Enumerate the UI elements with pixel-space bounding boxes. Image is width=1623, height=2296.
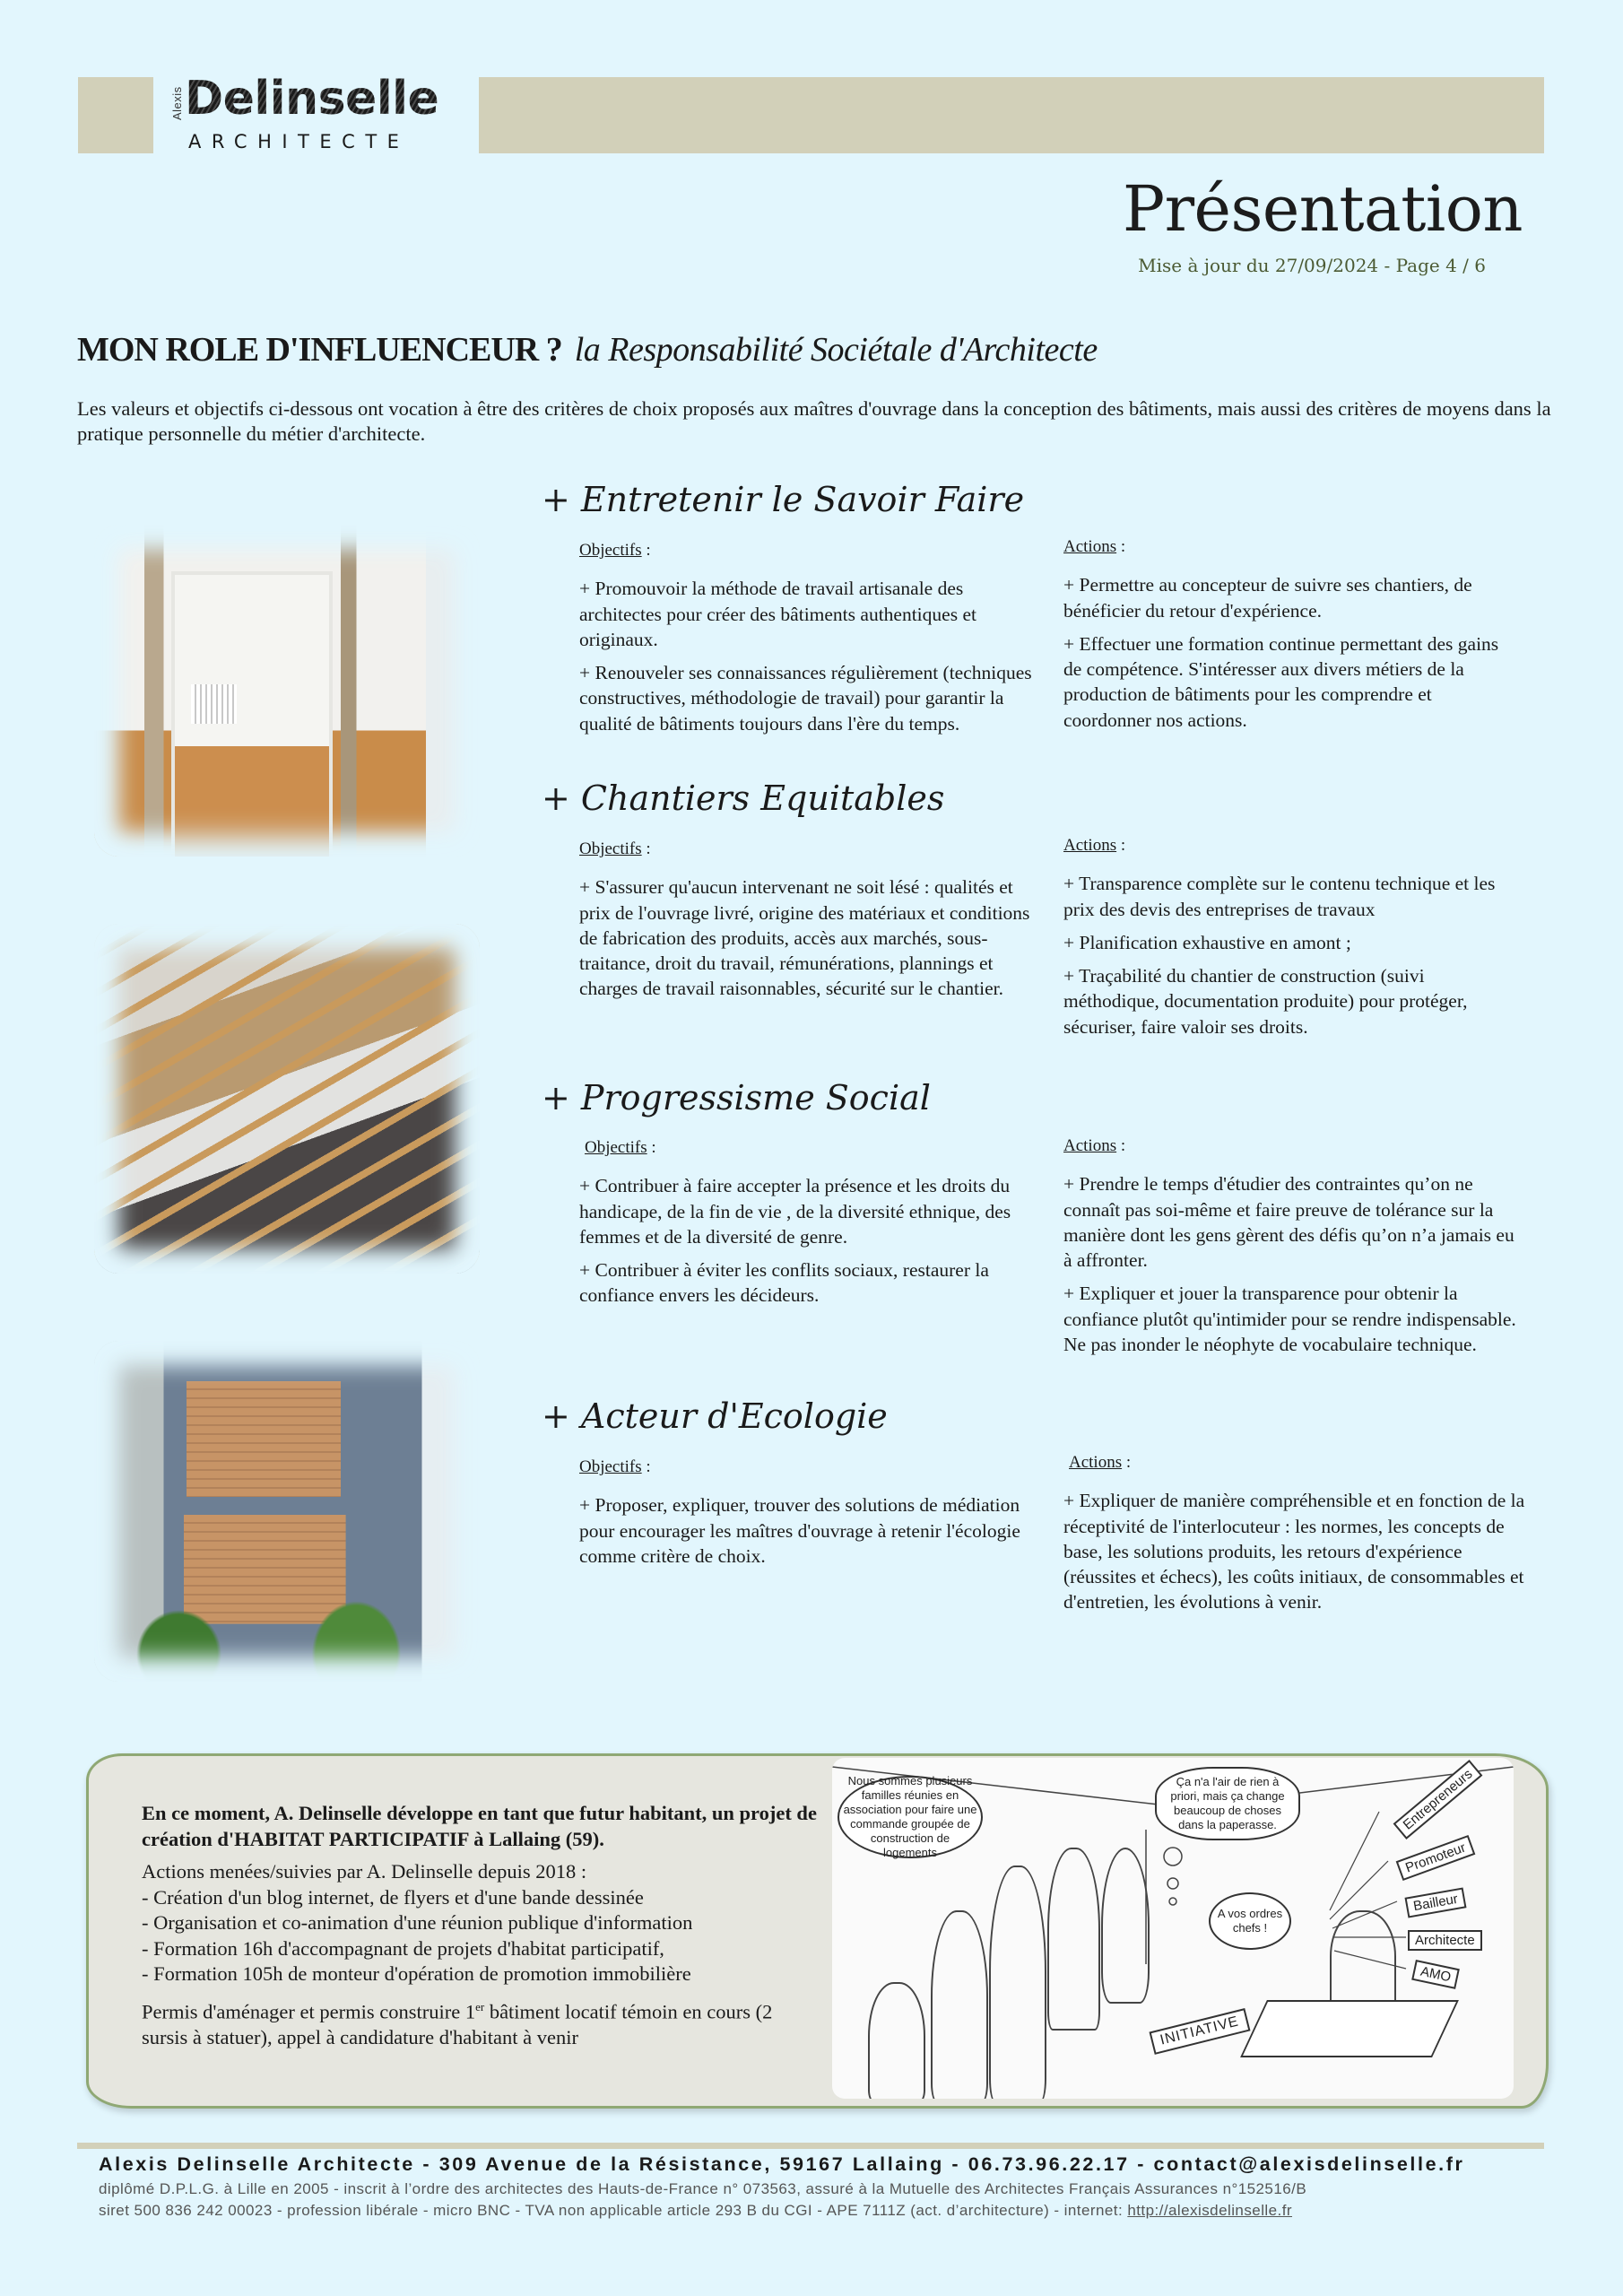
- tag-amo: AMO: [1411, 1960, 1460, 1989]
- cartoon-person-desk: [1330, 1910, 1396, 2013]
- section-savoir-faire-actions: [1063, 535, 1521, 741]
- actions-label: Actions :: [1063, 1136, 1126, 1155]
- photo-radiator-detail: [191, 684, 238, 724]
- main-heading-bold: MON ROLE D'INFLUENCEUR ?: [77, 331, 562, 369]
- cartoon-desk: [1240, 2000, 1459, 2057]
- objectif-item: + Renouveler ses connaissances régulièrement (techniques constructives, méthodologie de travail) pour garantir la qualité de bâtiments toujours dans l'ère du temps.: [579, 662, 1032, 735]
- section-heading-chantiers-equitables: + Chantiers Equitables: [542, 778, 945, 818]
- objectifs-label: Objectifs :: [579, 839, 651, 858]
- footer-contact-line: Alexis Delinselle Architecte - 309 Avenue de la Résistance, 59167 Lallaing - 06.73.96.22.17 - contact@alexisdelinselle.fr: [99, 2153, 1465, 2175]
- box-permis-text: Permis d'aménager et permis construire 1er bâtiment locatif témoin en cours (2 sursis à statuer), appel à candidature d'habitant à venir: [142, 1999, 773, 2048]
- section-chantiers-objectifs: [579, 837, 1037, 1010]
- habitat-participatif-text: [142, 1801, 823, 2050]
- action-item: + Prendre le temps d'étudier des contraintes qu’on ne connaît pas soi-même et faire preuve de tolérance sur la manière dont les gens gèrent des défis qu’on n’a jamais eu à affronter.: [1063, 1173, 1515, 1272]
- speech-bubble-a-vos-ordres: A vos ordres chefs !: [1209, 1892, 1291, 1950]
- box-action-item: - Formation 105h de monteur d'opération de promotion immobilière: [142, 1962, 691, 1985]
- header-block-left: [78, 77, 153, 153]
- photo-building-facade: [94, 1341, 480, 1682]
- section-ecologie-objectifs: [579, 1455, 1037, 1577]
- thought-bubble-paperasse: Ça n'a l'air de rien à priori, mais ça change beaucoup de choses dans la paperasse.: [1155, 1767, 1300, 1840]
- section-progressisme-objectifs: [579, 1135, 1042, 1317]
- logo-first-name: Alexis: [170, 86, 184, 120]
- section-savoir-faire-objectifs: [579, 538, 1037, 744]
- photo-interior-doorway: [94, 525, 480, 857]
- main-heading-italic: la Responsabilité Sociétale d'Architecte: [574, 331, 1098, 369]
- action-item: + Planification exhaustive en amont ;: [1063, 931, 1351, 953]
- box-action-item: - Création d'un blog internet, de flyers et d'une bande dessinée: [142, 1885, 644, 1909]
- objectifs-label: Objectifs :: [579, 1457, 651, 1476]
- cartoon-person: [1101, 1848, 1150, 2004]
- objectif-item: + Contribuer à éviter les conflits sociaux, restaurer la confiance envers les décideurs.: [579, 1259, 989, 1307]
- section-chantiers-actions: [1063, 833, 1521, 1048]
- tag-entrepreneurs: Entrepreneurs: [1393, 1760, 1483, 1839]
- cartoon-person: [989, 1866, 1046, 2099]
- action-item: + Traçabilité du chantier de construction (suivi méthodique, documentation produite) pour protéger, sécuriser, faire valoir ses droits.: [1063, 965, 1468, 1038]
- objectif-item: + Proposer, expliquer, trouver des solutions de médiation pour encourager les maîtres d'ouvrage à retenir l'écologie comme critère de choix.: [579, 1494, 1020, 1567]
- section-ecologie-actions: [1063, 1450, 1526, 1623]
- section-progressisme-actions: [1063, 1134, 1521, 1365]
- action-item: + Expliquer de manière compréhensible et en fonction de la réceptivité de l'interlocuteur : les normes, les concepts de base, les solutions produits, les retours d'expérience (réussites et échecs), les coûts initiaux, de consommables et d'entretien, les évolutions à venir.: [1063, 1490, 1525, 1613]
- speech-bubble-families: Nous sommes plusieurs familles réunies en association pour faire une commande groupée de construction de logements: [838, 1776, 983, 1858]
- objectif-item: + S'assurer qu'aucun intervenant ne soit lésé : qualités et prix de l'ouvrage livré, origine des matériaux et conditions de fabrication des produits, accès aux marchés, sous-traitance, droit du travail, rémunérations, plannings et charges de travail raisonnables, sécurité sur le chantier.: [579, 876, 1030, 1000]
- logo-name: Delinselle: [185, 72, 439, 126]
- objectif-item: + Contribuer à faire accepter la présence et les droits du handicape, de la fin de vie , de la diversité ethnique, des femmes et de la diversité de genre.: [579, 1175, 1011, 1248]
- actions-label: Actions :: [1063, 537, 1126, 556]
- cartoon-person: [868, 1982, 925, 2099]
- photo-timber-frame-render: [94, 924, 480, 1274]
- company-logo: [152, 74, 439, 163]
- cartoon-person: [1047, 1848, 1100, 2031]
- header-block-right: [479, 77, 1544, 153]
- tag-bailleur: Bailleur: [1405, 1887, 1467, 1918]
- tag-promoteur: Promoteur: [1396, 1835, 1476, 1881]
- footer-legal-line: siret 500 836 242 00023 - profession libérale - micro BNC - TVA non applicable article 293 B du CGI - APE 7111Z (act. d’architecture) - internet: http://alexisdelinselle.fr: [99, 2202, 1293, 2219]
- update-date-page-number: Mise à jour du 27/09/2024 - Page 4 / 6: [1138, 255, 1486, 276]
- box-action-item: - Formation 16h d'accompagnant de projets d'habitat participatif,: [142, 1936, 664, 1960]
- objectif-item: + Promouvoir la méthode de travail artisanale des architectes pour créer des bâtiments authentiques et originaux.: [579, 578, 976, 650]
- tag-architecte: Architecte: [1408, 1930, 1482, 1951]
- logo-subtitle: ARCHITECTE: [188, 131, 410, 152]
- box-actions-list: [142, 1885, 823, 1987]
- cartoon-illustration: [832, 1758, 1514, 2099]
- page-title: Présentation: [1122, 172, 1523, 246]
- objectifs-label: Objectifs :: [585, 1138, 656, 1157]
- actions-label: Actions :: [1063, 836, 1126, 855]
- main-heading: [77, 330, 1098, 370]
- footer-divider: [77, 2143, 1544, 2149]
- section-heading-savoir-faire: + Entretenir le Savoir Faire: [542, 480, 1025, 519]
- footer-registration-line: diplômé D.P.L.G. à Lille en 2005 - inscrit à l’ordre des architectes des Hauts-de-France n° 073563, assuré à la Mutuelle des Architectes Français Assurances n°152516/B: [99, 2180, 1307, 2197]
- photo-door-detail: [171, 571, 333, 857]
- box-action-item: - Organisation et co-animation d'une réunion publique d'information: [142, 1911, 693, 1934]
- action-item: + Permettre au concepteur de suivre ses chantiers, de bénéficier du retour d'expérience.: [1063, 574, 1472, 622]
- section-heading-acteur-ecologie: + Acteur d'Ecologie: [542, 1396, 888, 1436]
- box-actions-intro: Actions menées/suivies par A. Delinselle depuis 2018 :: [142, 1860, 587, 1883]
- cartoon-person: [931, 1910, 988, 2099]
- intro-paragraph: Les valeurs et objectifs ci-dessous ont vocation à être des critères de choix proposés aux maîtres d'ouvrage dans la conception des bâtiments, mais aussi des critères de moyens dans la pratique personnelle du métier d'architecte.: [77, 397, 1551, 445]
- website-link[interactable]: http://alexisdelinselle.fr: [1127, 2202, 1293, 2219]
- cartoon-initiative-arrow: INITIATIVE: [1149, 2008, 1250, 2055]
- action-item: + Expliquer et jouer la transparence pour obtenir la confiance plutôt qu'intimider pour se rendre indispensable. Ne pas inonder le néophyte de vocabulaire technique.: [1063, 1283, 1516, 1356]
- action-item: + Transparence complète sur le contenu technique et les prix des devis des entreprises de travaux: [1063, 873, 1496, 920]
- box-bold-intro: En ce moment, A. Delinselle développe en tant que futur habitant, un projet de création d'HABITAT PARTICIPATIF à Lallaing (59).: [142, 1802, 817, 1850]
- action-item: + Effectuer une formation continue permettant des gains de compétence. S'intéresser aux divers métiers de la production de bâtiments pour les comprendre et coordonner nos actions.: [1063, 632, 1499, 731]
- objectifs-label: Objectifs :: [579, 541, 651, 560]
- section-heading-progressisme-social: + Progressisme Social: [542, 1078, 931, 1118]
- actions-label: Actions :: [1069, 1453, 1132, 1472]
